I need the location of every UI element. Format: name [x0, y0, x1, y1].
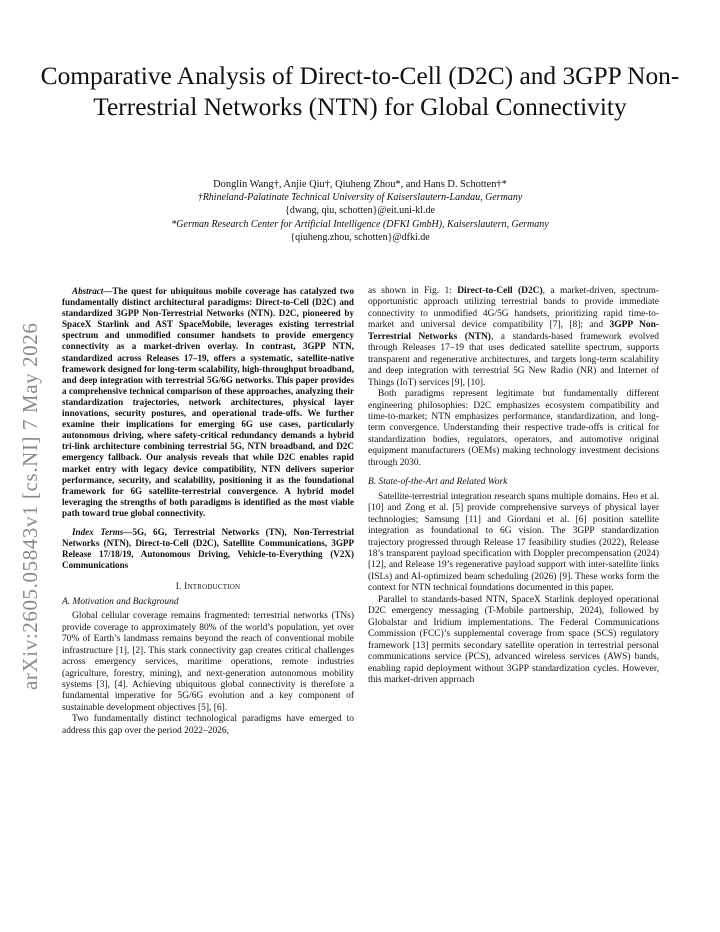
- term-ntn: 3GPP Non-Terrestrial Networks (NTN): [368, 320, 659, 342]
- subsection-heading-related-work: B. State-of-the-Art and Related Work: [368, 477, 508, 488]
- index-terms-label: Index Terms: [72, 526, 124, 537]
- email-1: {dwang, qiu, schotten}@eit.uni-kl.de: [285, 205, 435, 217]
- right-column: [368, 286, 659, 686]
- index-terms-text: —5G, 6G, Terrestrial Networks (TN), Non-Terrestrial Networks (NTN), Direct-to-Cell (D2C), Satellite Communications, 3GPP Release 17/18/19, Autonomous Driving, Vehicle-to-Everything (V2X) Communications: [62, 526, 354, 571]
- abstract-text: —The quest for ubiquitous mobile coverage has catalyzed two fundamentally distinct architectural paradigms: Direct-to-Cell (D2C) and standardized 3GPP Non-Terrestrial Networks (NTN). D2C, pioneered by SpaceX Starlink and AST SpaceMobile, leverages existing terrestrial spectrum and unmodified consumer handsets to provide emergency connectivity as a market-driven overlay. In contrast, 3GPP NTN, standardized across Releases 17–19, offers a systematic, satellite-native framework designed for long-term scalability, high-throughput broadband, and deep integration with terrestrial 5G/6G networks. This paper provides a comprehensive technical comparison of these approaches, analyzing their standardization trajectories, network architectures, physical layer innovations, security postures, and operational trade-offs. We further examine their implications for emerging 6G use cases, particularly autonomous driving, where safety-critical redundancy demands a hybrid tri-link architecture combining terrestrial 5G, NTN broadband, and D2C emergency fallback. Our analysis reveals that while D2C enables rapid market entry with legacy device compatibility, NTN delivers superior performance, security, and scalability, positioning it as the foundational framework for 6G satellite-terrestrial convergence. A hybrid model leveraging the strengths of both paradigms is identified as the most viable path toward true global connectivity.: [62, 286, 354, 518]
- section-heading-introduction: I. Introduction: [175, 582, 241, 593]
- paragraph-related-work-2: Parallel to standards-based NTN, SpaceX Starlink deployed operational D2C emergency messaging (T-Mobile partnership, 2024), followed by Globalstar and Iridium implementations. The Federal Communications Commission (FCC)’s supplemental coverage from space (SCS) regulatory framework [13] permits secondary satellite operation in terrestrial personal communications service (PCS), advanced wireless services (AWS) bands, enabling rapid deployment without 3GPP standardization cycles. However, this market-driven approach: [368, 594, 659, 685]
- left-column: [62, 286, 354, 737]
- author-names: Donglin Wang†, Anjie Qiu†, Qiuheng Zhou*, and Hans D. Schotten†*: [213, 179, 507, 190]
- paper-title: Comparative Analysis of Direct-to-Cell (D2C) and 3GPP Non-Terrestrial Networks (NTN) for Global Connectivity: [40, 62, 680, 121]
- subsection-heading-motivation: A. Motivation and Background: [62, 596, 179, 607]
- paragraph-motivation-1: Global cellular coverage remains fragmented: terrestrial networks (TNs) provide coverage to approximately 80% of the world’s population, yet over 70% of Earth’s landmass remains beyond the reach of conventional mobile infrastructure [1], [2]. This stark connectivity gap creates critical challenges across emergency services, maritime operations, remote industries (agriculture, forestry, mining), and next-generation autonomous mobility systems [3], [4]. Achieving ubiquitous global connectivity is therefore a fundamental imperative for 5G/6G evolution and a key component of sustainable development objectives [5], [6].: [62, 611, 354, 713]
- paragraph-related-work-1: Satellite-terrestrial integration research spans multiple domains. Heo et al. [10] and Zong et al. [5] provide comprehensive surveys of physical layer technologies; Samsung [11] and Giordani et al. [6] position satellite integration as foundational to 6G vision. The 3GPP standardization trajectory progressed through Release 17 feasibility studies (2022), Release 18’s transparent payload specification with Doppler precompensation (2024) [12], and Release 19’s regenerative payload support with inter-satellite links (ISLs) and AI-optimized beam scheduling (2026) [9]. These works form the context for NTN technical foundations documented in this paper.: [368, 491, 659, 594]
- paragraph-motivation-2-start: Two fundamentally distinct technological paradigms have emerged to address this gap over the period 2022–2026,: [62, 714, 354, 736]
- abstract-label: Abstract: [72, 286, 104, 296]
- paragraph-motivation-3: Both paradigms represent legitimate but fundamentally different engineering philosophies: D2C emphasizes ecosystem compatibility and time-to-market; NTN emphasizes performance, standardization, and long-term convergence. Understanding their respective trade-offs is critical for standardization bodies, regulators, operators, and automotive original equipment manufacturers (OEMs) making technology investment decisions through 2030.: [368, 389, 659, 468]
- email-2: {qiuheng.zhou, schotten}@dfki.de: [290, 231, 430, 243]
- author-block: [80, 178, 640, 244]
- index-terms: [62, 527, 354, 571]
- affiliation-2: *German Research Center for Artificial Intelligence (DFKI GmbH), Kaiserslautern, Germany: [171, 218, 549, 230]
- arxiv-sidebar-stamp: arXiv:2605.05843v1 [cs.NI] 7 May 2026: [18, 322, 42, 690]
- paragraph-motivation-2-cont: as shown in Fig. 1: Direct-to-Cell (D2C), a market-driven, spectrum-opportunistic approach utilizing terrestrial bands to provide immediate connectivity to unmodified 4G/5G handsets, prioritizing rapid time-to-market and universal device compatibility [7], [8]; and 3GPP Non-Terrestrial Networks (NTN), a standards-based framework evolved through Releases 17–19 that uses dedicated satellite spectrum, supports transparent and regenerative architectures, and targets long-term scalability and deep integration with terrestrial 5G New Radio (NR) and Internet of Things (IoT) services [9], [10].: [368, 286, 659, 388]
- abstract: [62, 286, 354, 519]
- affiliation-1: †Rhineland-Palatinate Technical University of Kaiserslautern-Landau, Germany: [197, 192, 523, 204]
- term-d2c: Direct-to-Cell (D2C): [457, 286, 543, 296]
